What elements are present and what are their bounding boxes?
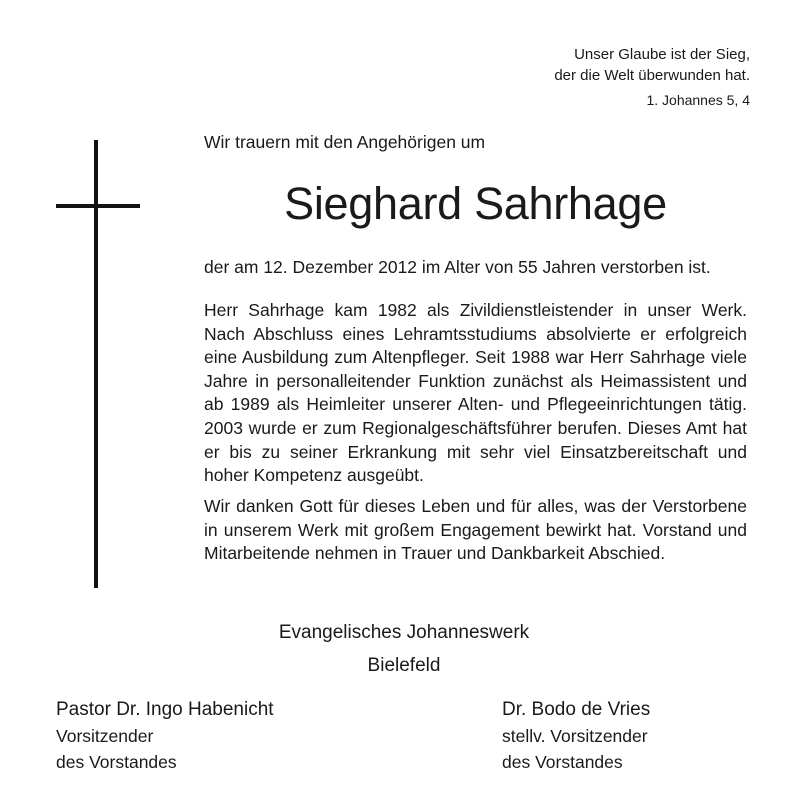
signatory-name: Dr. Bodo de Vries: [502, 699, 651, 720]
signatory-right: [502, 697, 650, 775]
bible-verse-line-1: Unser Glaube ist der Sieg,: [574, 46, 750, 63]
death-line: der am 12. Dezember 2012 im Alter von 55 Jahren verstorben ist.: [204, 257, 711, 277]
cross-horizontal-bar: [56, 204, 140, 208]
intro-text: Wir trauern mit den Angehörigen um: [204, 132, 486, 152]
signatory-body: des Vorstandes: [56, 752, 177, 772]
biography-paragraph: Herr Sahrhage kam 1982 als Zivildienstleistender in unser Werk. Nach Abschluss eines Lehramtsstudiums absolvierte er erfolgreich eine Ausbildung zum Altenpfleger. Seit 1988 war Herr Sahrhage viele Jahre in personalleitender Funktion zunächst als Heimassistent und ab 1989 als Heimleiter unserer Alten- und Pflegeeinrichtungen tätig. 2003 wurde er zum Regionalgeschäftsführer berufen. Dieses Amt hat er bis zu seiner Erkrankung mit sehr viel Einsatzbereitschaft und hoher Kompetenz ausgeübt.: [204, 300, 747, 486]
signatory-role: stellv. Vorsitzender: [502, 726, 648, 746]
signatory-left: [56, 697, 274, 775]
gratitude-paragraph: Wir danken Gott für dieses Leben und für alles, was der Verstorbene in unserem Werk mit großem Engagement bewirkt hat. Vorstand und Mitarbeitende nehmen in Trauer und Dankbarkeit Abschied.: [204, 496, 747, 564]
signatory-name: Pastor Dr. Ingo Habenicht: [56, 699, 274, 720]
signatory-role: Vorsitzender: [56, 726, 154, 746]
bible-verse: [554, 44, 750, 111]
organization-name: Evangelisches Johanneswerk: [278, 622, 530, 643]
organization-city: Bielefeld: [367, 655, 441, 676]
signatory-body: des Vorstandes: [502, 752, 623, 772]
deceased-name: Sieghard Sahrhage: [284, 178, 667, 229]
bible-verse-reference: 1. Johannes 5, 4: [646, 92, 750, 108]
bible-verse-line-2: der die Welt überwunden hat.: [554, 67, 750, 84]
